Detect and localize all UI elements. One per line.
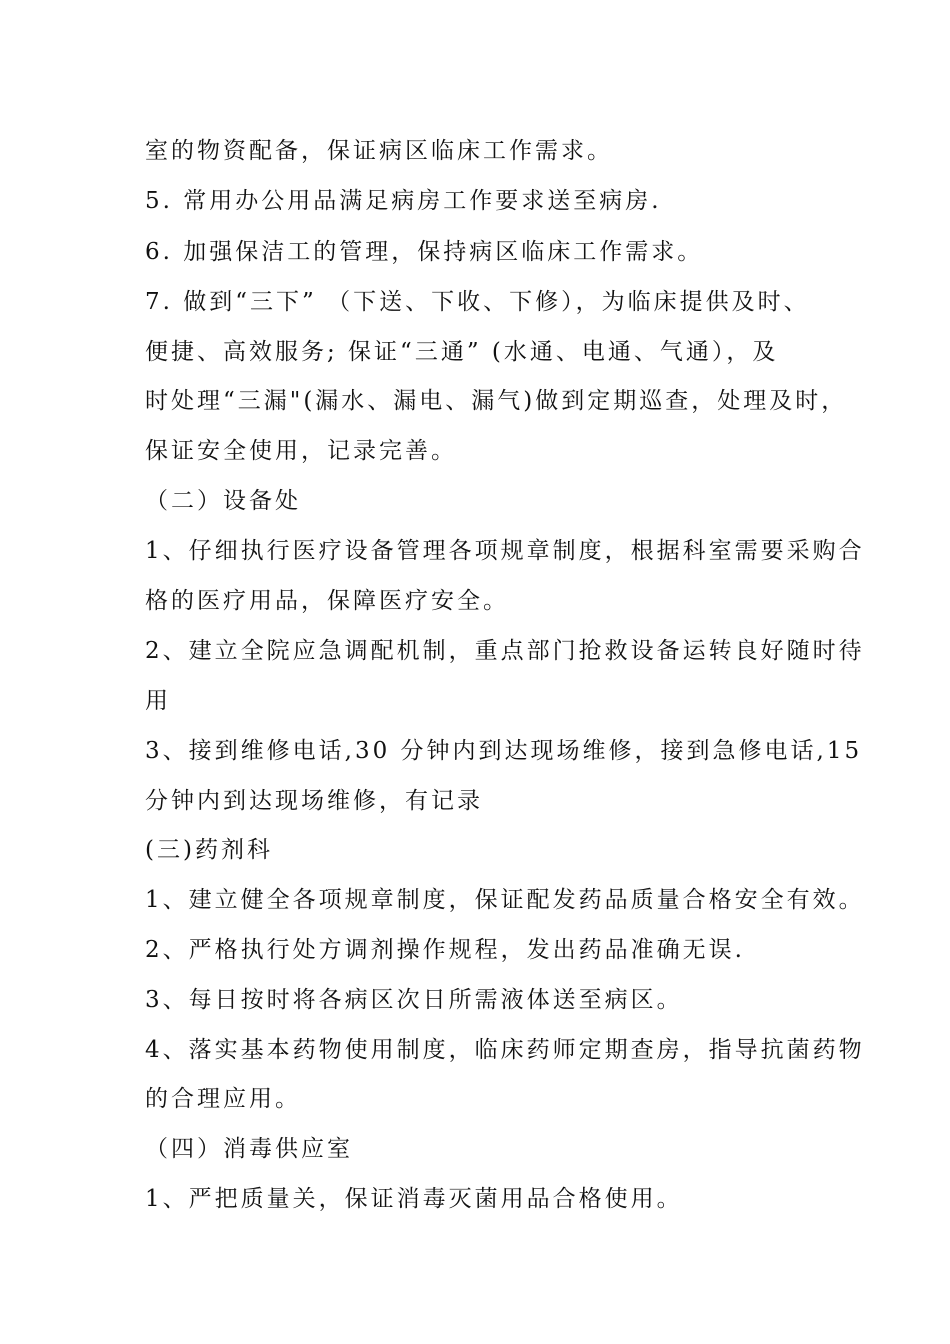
list-item-6: 6. 加强保洁工的管理，保持病区临床工作需求。: [145, 239, 704, 265]
pharmacy-item-1: 1、建立健全各项规章制度，保证配发药品质量合格安全有效。: [145, 887, 865, 913]
pharmacy-item-4-cont: 的合理应用。: [145, 1086, 301, 1112]
section-heading-equipment: （二）设备处: [145, 488, 301, 514]
equipment-item-3-cont: 分钟内到达现场维修，有记录: [145, 788, 483, 814]
equipment-item-2-cont: 用: [145, 688, 171, 714]
list-item-7-cont-2: 时处理“三漏"(漏水、漏电、漏气)做到定期巡查，处理及时，: [145, 388, 848, 414]
list-item-7-cont-1: 便捷、高效服务; 保证“三通” (水通、电通、气通），及: [145, 339, 779, 365]
equipment-item-3: 3、接到维修电话,30 分钟内到达现场维修，接到急修电话,15: [145, 738, 863, 764]
equipment-item-1-cont: 格的医疗用品，保障医疗安全。: [145, 588, 509, 614]
section-heading-pharmacy: (三)药剂科: [145, 837, 273, 863]
list-item-7: 7. 做到“三下” （下送、下收、下修），为临床提供及时、: [145, 289, 810, 315]
text-line-continuation: 室的物资配备，保证病区临床工作需求。: [145, 138, 613, 164]
equipment-item-2: 2、建立全院应急调配机制，重点部门抢救设备运转良好随时待: [145, 638, 865, 664]
pharmacy-item-4: 4、落实基本药物使用制度，临床药师定期查房，指导抗菌药物: [145, 1037, 865, 1063]
list-item-5: 5. 常用办公用品满足病房工作要求送至病房.: [145, 188, 662, 214]
disinfection-item-1: 1、严把质量关，保证消毒灭菌用品合格使用。: [145, 1186, 683, 1212]
section-heading-disinfection: （四）消毒供应室: [145, 1136, 353, 1162]
equipment-item-1: 1、仔细执行医疗设备管理各项规章制度，根据科室需要采购合: [145, 538, 865, 564]
list-item-7-cont-3: 保证安全使用，记录完善。: [145, 438, 457, 464]
pharmacy-item-3: 3、每日按时将各病区次日所需液体送至病区。: [145, 987, 683, 1013]
pharmacy-item-2: 2、严格执行处方调剂操作规程，发出药品准确无误.: [145, 937, 745, 963]
